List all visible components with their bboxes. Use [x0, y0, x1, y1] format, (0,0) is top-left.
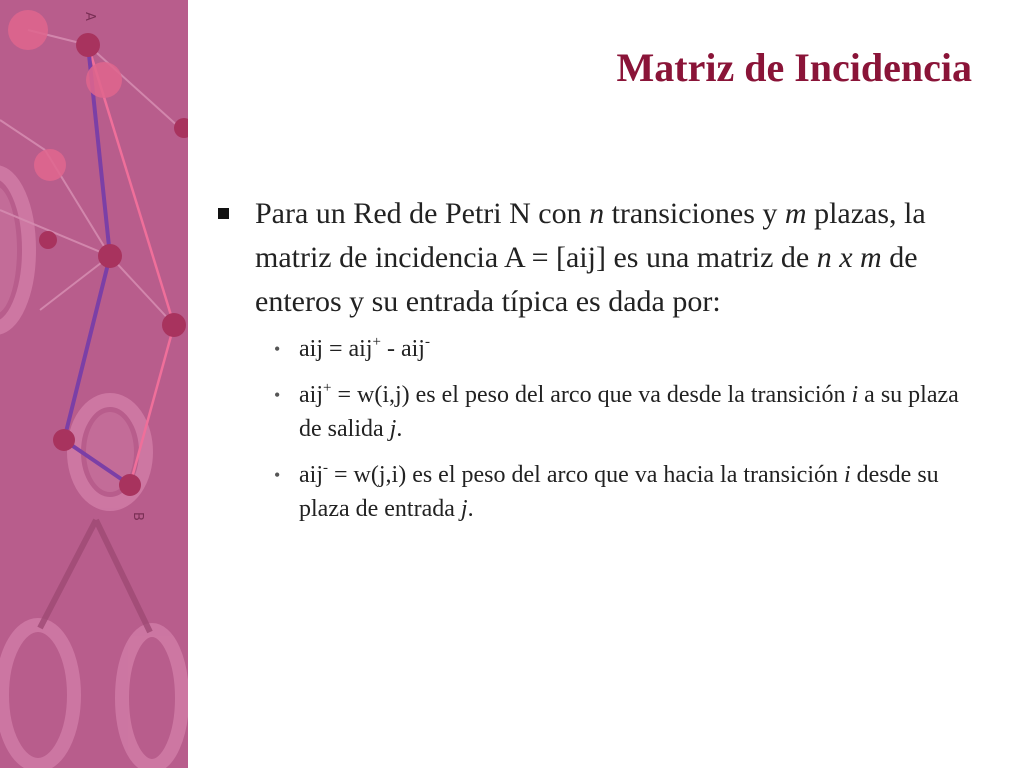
sub-text-part: desde su plaza de entrada — [299, 462, 939, 522]
sub-text-part: . — [396, 416, 403, 442]
sub-text-part: = w(j,i) es el peso del arco que va hacia la transición — [328, 462, 844, 488]
node-shape — [86, 62, 122, 98]
italic-n-x-m: n x m — [816, 241, 882, 274]
dot-bullet-icon: • — [274, 465, 281, 485]
superscript-minus: - — [323, 460, 328, 476]
node-shape — [8, 10, 48, 50]
sub-text-part: = w(i,j) es el peso del arco que va desde la transición — [331, 382, 852, 408]
italic-i: i — [851, 382, 859, 408]
italic-j: j — [460, 496, 468, 522]
sub-bullet-list — [212, 332, 972, 526]
formula-text: - aij — [380, 336, 425, 362]
italic-n: n — [589, 197, 605, 230]
sub-bullet-item-aij-plus — [212, 378, 972, 446]
main-text-part: transiciones y — [604, 197, 785, 230]
main-text-part: de enteros y su entrada típica es dada por: — [255, 241, 918, 318]
formula-text: aij = aij — [299, 336, 373, 362]
slide-title: Matriz de Incidencia — [616, 45, 972, 90]
superscript-plus: + — [372, 334, 381, 350]
sub-text-part: aij — [299, 462, 323, 488]
sub-bullet-item-formula — [212, 332, 972, 366]
dot-bullet-icon: • — [274, 339, 281, 359]
petri-net-illustration — [0, 0, 188, 768]
sub-bullet-item-aij-minus — [212, 458, 972, 526]
main-text-part: Para un Red de Petri N con — [255, 197, 590, 230]
italic-m: m — [784, 197, 807, 230]
superscript-plus: + — [323, 380, 332, 396]
ring-shape — [2, 625, 74, 765]
node-shape — [39, 231, 57, 249]
italic-j: j — [389, 416, 397, 442]
node-shape — [76, 33, 100, 57]
main-text-part: plazas, la matriz de incidencia A = [aij] es una matriz de — [255, 197, 926, 274]
superscript-minus: - — [424, 334, 430, 350]
sidebar-label-a: A — [82, 12, 97, 21]
node-shape — [98, 244, 122, 268]
italic-i: i — [844, 462, 851, 488]
sub-text-part: a su plaza de salida — [299, 382, 959, 442]
node-shape — [34, 149, 66, 181]
dot-bullet-icon: • — [274, 385, 281, 405]
slide-body — [212, 192, 972, 538]
square-bullet-icon — [218, 208, 229, 219]
node-shape — [119, 474, 141, 496]
ring-shape — [122, 630, 182, 766]
sidebar-label-b: B — [130, 512, 145, 521]
node-shape — [162, 313, 186, 337]
decorative-sidebar — [0, 0, 188, 768]
main-bullet-item — [212, 192, 972, 324]
sub-text-part: aij — [299, 382, 323, 408]
sub-text-part: . — [467, 496, 474, 522]
node-shape — [53, 429, 75, 451]
node-shape — [174, 118, 188, 138]
